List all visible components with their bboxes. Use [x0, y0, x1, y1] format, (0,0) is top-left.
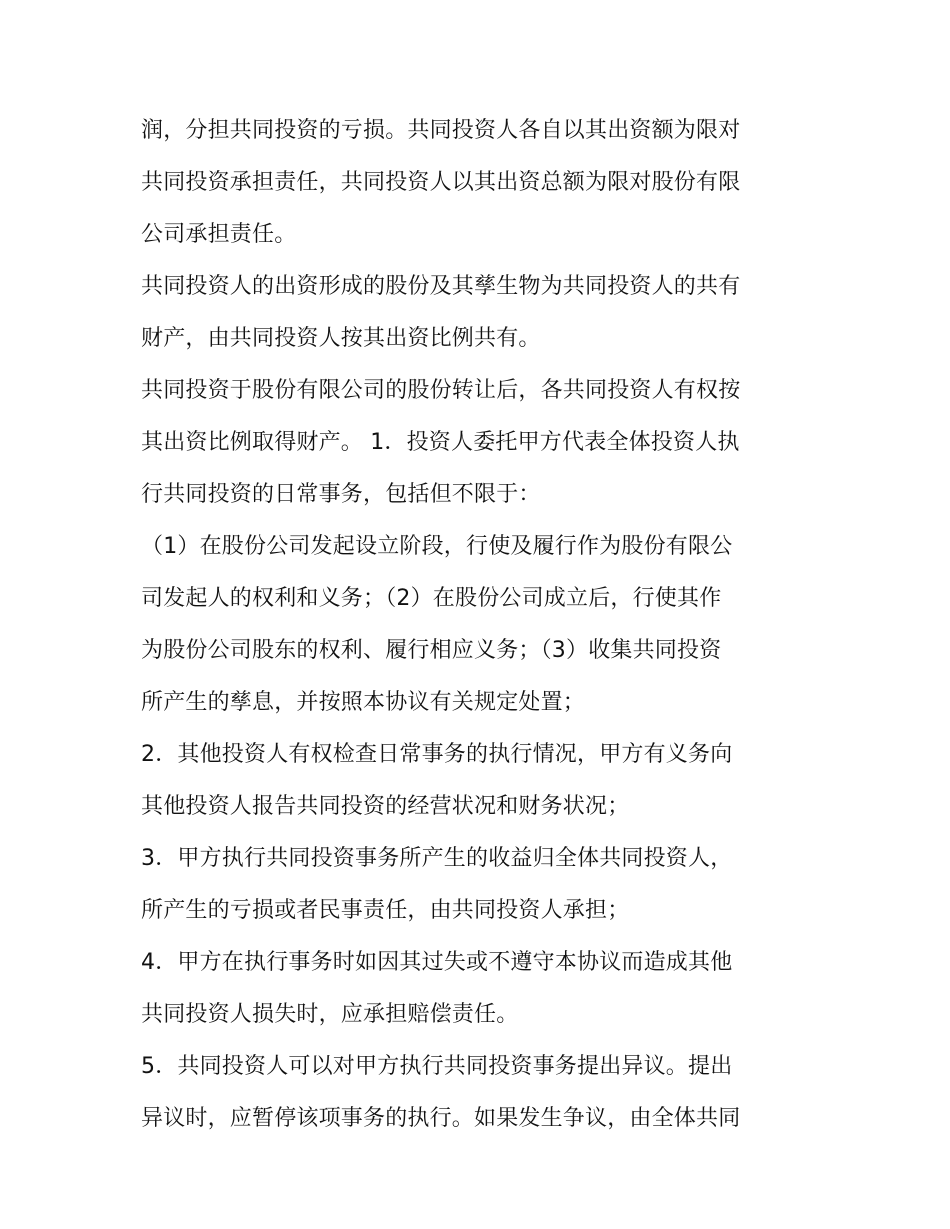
text-line: 4．甲方在执行事务时如因其过失或不遵守本协议而造成其他: [141, 950, 733, 975]
text-line: 5．共同投资人可以对甲方执行共同投资事务提出异议。提出: [141, 1054, 733, 1079]
text-line: 3．甲方执行共同投资事务所产生的收益归全体共同投资人，: [141, 846, 733, 871]
text-line: 共同投资于股份有限公司的股份转让后，各共同投资人有权按: [141, 378, 741, 403]
document-body: [141, 105, 811, 1145]
text-line: 公司承担责任。: [141, 222, 297, 247]
text-line: 所产生的孳息，并按照本协议有关规定处置；: [141, 690, 586, 715]
text-line: 润，分担共同投资的亏损。共同投资人各自以其出资额为限对: [141, 118, 741, 143]
text-line: 其出资比例取得财产。 1．投资人委托甲方代表全体投资人执: [141, 430, 740, 455]
text-line: （1）在股份公司发起设立阶段，行使及履行作为股份有限公: [141, 534, 733, 559]
text-line: 行共同投资的日常事务，包括但不限于：: [141, 482, 541, 507]
text-line: 异议时，应暂停该项事务的执行。如果发生争议，由全体共同: [141, 1106, 741, 1131]
text-line: 所产生的亏损或者民事责任，由共同投资人承担；: [141, 898, 630, 923]
text-line: 司发起人的权利和义务；（2）在股份公司成立后，行使其作: [141, 586, 722, 611]
text-line: 共同投资承担责任，共同投资人以其出资总额为限对股份有限: [141, 170, 741, 195]
text-line: 其他投资人报告共同投资的经营状况和财务状况；: [141, 794, 630, 819]
text-line: 共同投资人损失时，应承担赔偿责任。: [141, 1002, 519, 1027]
text-line: 财产，由共同投资人按其出资比例共有。: [141, 326, 541, 351]
text-line: 共同投资人的出资形成的股份及其孳生物为共同投资人的共有: [141, 274, 741, 299]
text-line: 为股份公司股东的权利、履行相应义务；（3）收集共同投资: [141, 638, 722, 663]
text-line: 2．其他投资人有权检查日常事务的执行情况，甲方有义务向: [141, 742, 733, 767]
